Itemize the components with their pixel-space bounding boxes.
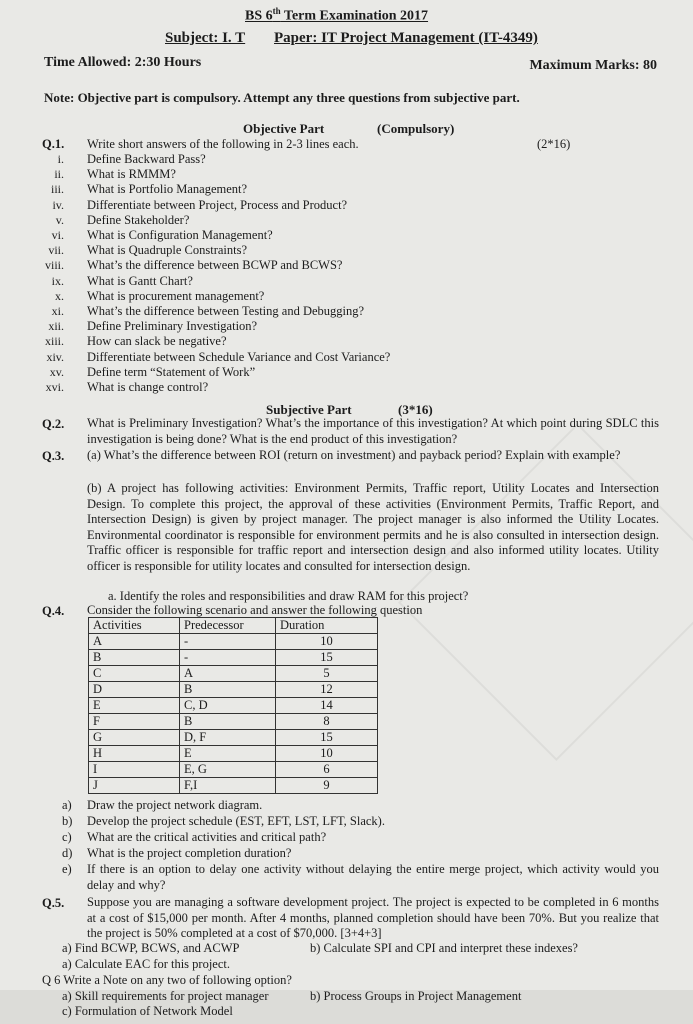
objective-item-number: xiv. [46, 349, 64, 364]
objective-item-number: viii. [44, 258, 64, 273]
table-row [89, 698, 378, 714]
objective-item-text: What is Configuration Management? [87, 228, 273, 242]
q3-label: Q.3. [42, 449, 65, 463]
table-cell: E, G [180, 762, 276, 778]
table-cell: B [89, 650, 180, 666]
q3a-text: (a) What’s the difference between ROI (return on investment) and payback period? Explain with example? [87, 448, 621, 462]
table-cell: E [89, 698, 180, 714]
objective-item-text: Define Stakeholder? [87, 212, 190, 227]
objective-item-text: Differentiate between Project, Process and Product? [87, 197, 348, 212]
col-predecessor: Predecessor [180, 618, 276, 634]
objective-item-text: What is Gantt Chart? [87, 273, 193, 288]
objective-item-number: vi. [51, 228, 64, 242]
table-cell: E [180, 746, 276, 762]
table-row [89, 634, 378, 650]
q3b-subquestion: a. Identify the roles and responsibilities and draw RAM for this project? [108, 589, 469, 603]
paper-label: Paper: IT Project Management (IT-4349) [274, 30, 538, 46]
table-cell: B [180, 714, 276, 730]
q3b-text: (b) A project has following activities: Environment Permits, Traffic report, Utility Locates and Intersection Design. To complete this project, the approval of these activities (Environment Permits, Traffic Report, and Intersection Design) is given by project manager. The project manager is also informed the Utility Locates. Environmental coordinator is responsible for environment permits and he is also consulted in intersection design. Traffic officer is responsible for traffic report and intersection design and also informed utility locates. Utility officer is responsible for utility locates and consulted for intersection design. [87, 481, 659, 573]
table-cell: - [180, 650, 276, 666]
table-cell: I [89, 762, 180, 778]
table-cell: 10 [276, 746, 378, 762]
table-cell: B [180, 682, 276, 698]
objective-item-text: What’s the difference between BCWP and BCWS? [87, 258, 343, 273]
table-cell: J [89, 778, 180, 794]
table-cell: - [180, 634, 276, 650]
objective-item-number: v. [55, 212, 64, 227]
activity-table [88, 617, 378, 794]
objective-item-number: xv. [49, 364, 64, 379]
table-cell: D [89, 682, 180, 698]
q5-part-b: b) Calculate SPI and CPI and interpret these indexes? [310, 941, 578, 955]
table-cell: 5 [276, 666, 378, 682]
objective-item-number: vii. [48, 243, 64, 258]
objective-item-number: x. [55, 288, 64, 303]
table-cell: 8 [276, 714, 378, 730]
table-row [89, 714, 378, 730]
table-cell: 9 [276, 778, 378, 794]
q4-item-text: What is the project completion duration? [87, 846, 292, 860]
table-cell: F,I [180, 778, 276, 794]
objective-item-number: xi. [51, 304, 64, 318]
col-duration: Duration [276, 618, 378, 634]
q4-item-label: e) [62, 862, 72, 876]
table-row [89, 666, 378, 682]
q4-item-text: Develop the project schedule (EST, EFT, LST, LFT, Slack). [87, 814, 385, 828]
table-cell: 15 [276, 730, 378, 746]
objective-item-text: What is Portfolio Management? [87, 182, 248, 197]
exam-title: BS 6th Term Examination 2017 [245, 6, 429, 24]
table-cell: A [89, 634, 180, 650]
q6-text: Q 6 Write a Note on any two of following option? [42, 973, 292, 987]
subjective-marks: (3*16) [398, 402, 433, 417]
objective-item-text: Differentiate between Schedule Variance and Cost Variance? [87, 349, 391, 364]
maximum-marks: Maximum Marks: 80 [529, 58, 657, 73]
q4-item-label: a) [62, 798, 72, 812]
table-row [89, 650, 378, 666]
exam-note: Note: Objective part is compulsory. Attempt any three questions from subjective part. [44, 90, 520, 105]
q4-item-text: If there is an option to delay one activity without delaying the entire merge project, which activity would you delay and why? [87, 862, 659, 892]
objective-item-text: Define Preliminary Investigation? [87, 319, 258, 334]
table-row [89, 778, 378, 794]
table-cell: 10 [276, 634, 378, 650]
table-cell: D, F [180, 730, 276, 746]
table-row [89, 762, 378, 778]
table-cell: H [89, 746, 180, 762]
q6-option-c: c) Formulation of Network Model [62, 1004, 233, 1018]
table-cell: C, D [180, 698, 276, 714]
q4-text: Consider the following scenario and answer the following question [87, 603, 423, 617]
objective-item-text: What is Quadruple Constraints? [87, 243, 248, 258]
objective-item-text: How can slack be negative? [87, 334, 227, 349]
objective-item-text: Define Backward Pass? [87, 152, 206, 166]
q1-label: Q.1. [42, 137, 65, 151]
q4-item-label: d) [62, 846, 73, 860]
table-row [89, 746, 378, 762]
q6-option-a: a) Skill requirements for project manager [62, 989, 269, 1003]
objective-item-text: What is change control? [87, 380, 209, 394]
time-allowed: Time Allowed: 2:30 Hours [44, 55, 202, 70]
q4-label: Q.4. [42, 604, 65, 618]
objective-item-number: i. [57, 152, 64, 166]
table-cell: 15 [276, 650, 378, 666]
objective-item-text: What is RMMM? [87, 167, 176, 182]
q2-text: What is Preliminary Investigation? What’s the importance of this investigation? At which point during SDLC this investigation is being done? What is the end product of this investigation? [87, 416, 659, 446]
objective-item-text: What’s the difference between Testing and Debugging? [87, 304, 365, 318]
table-cell: A [180, 666, 276, 682]
q5-text: Suppose you are managing a software development project. The project is expected to be completed in 6 months at a cost of $15,000 per month. After 4 months, planned completion should have been 70%. But you realize that the project is 50% completed at a cost of $70,000. [3+4+3] [87, 895, 659, 941]
q4-item-label: c) [62, 830, 72, 844]
objective-item-text: What is procurement management? [87, 288, 265, 303]
q4-item-text: Draw the project network diagram. [87, 798, 263, 812]
table-cell: C [89, 666, 180, 682]
q4-item-label: b) [62, 814, 73, 828]
subject-label: Subject: I. T [165, 30, 246, 46]
subjective-heading: Subjective Part [266, 402, 352, 417]
q5-label: Q.5. [42, 896, 65, 910]
objective-item-number: xvi. [45, 380, 64, 394]
objective-heading: Objective Part [243, 121, 325, 136]
q4-item-text: What are the critical activities and critical path? [87, 830, 327, 844]
col-activities: Activities [89, 618, 180, 634]
table-header-row [89, 618, 378, 634]
q1-text: Write short answers of the following in 2-3 lines each. [87, 137, 359, 151]
q5-part-c: a) Calculate EAC for this project. [62, 957, 230, 971]
objective-item-number: ii. [54, 167, 64, 182]
table-cell: 14 [276, 698, 378, 714]
objective-item-number: ix. [51, 273, 64, 288]
objective-item-text: Define term “Statement of Work” [87, 364, 256, 379]
table-row [89, 730, 378, 746]
table-cell: 12 [276, 682, 378, 698]
objective-item-number: xiii. [44, 334, 64, 349]
q6-option-b: b) Process Groups in Project Management [310, 989, 522, 1003]
compulsory-label: (Compulsory) [377, 121, 455, 136]
table-row [89, 682, 378, 698]
q1-marks: (2*16) [537, 137, 571, 151]
q2-label: Q.2. [42, 417, 65, 431]
q5-part-a: a) Find BCWP, BCWS, and ACWP [62, 941, 240, 955]
table-cell: 6 [276, 762, 378, 778]
table-cell: F [89, 714, 180, 730]
table-cell: G [89, 730, 180, 746]
objective-item-number: xii. [48, 319, 64, 334]
objective-item-number: iv. [52, 197, 64, 212]
objective-item-number: iii. [50, 182, 64, 197]
